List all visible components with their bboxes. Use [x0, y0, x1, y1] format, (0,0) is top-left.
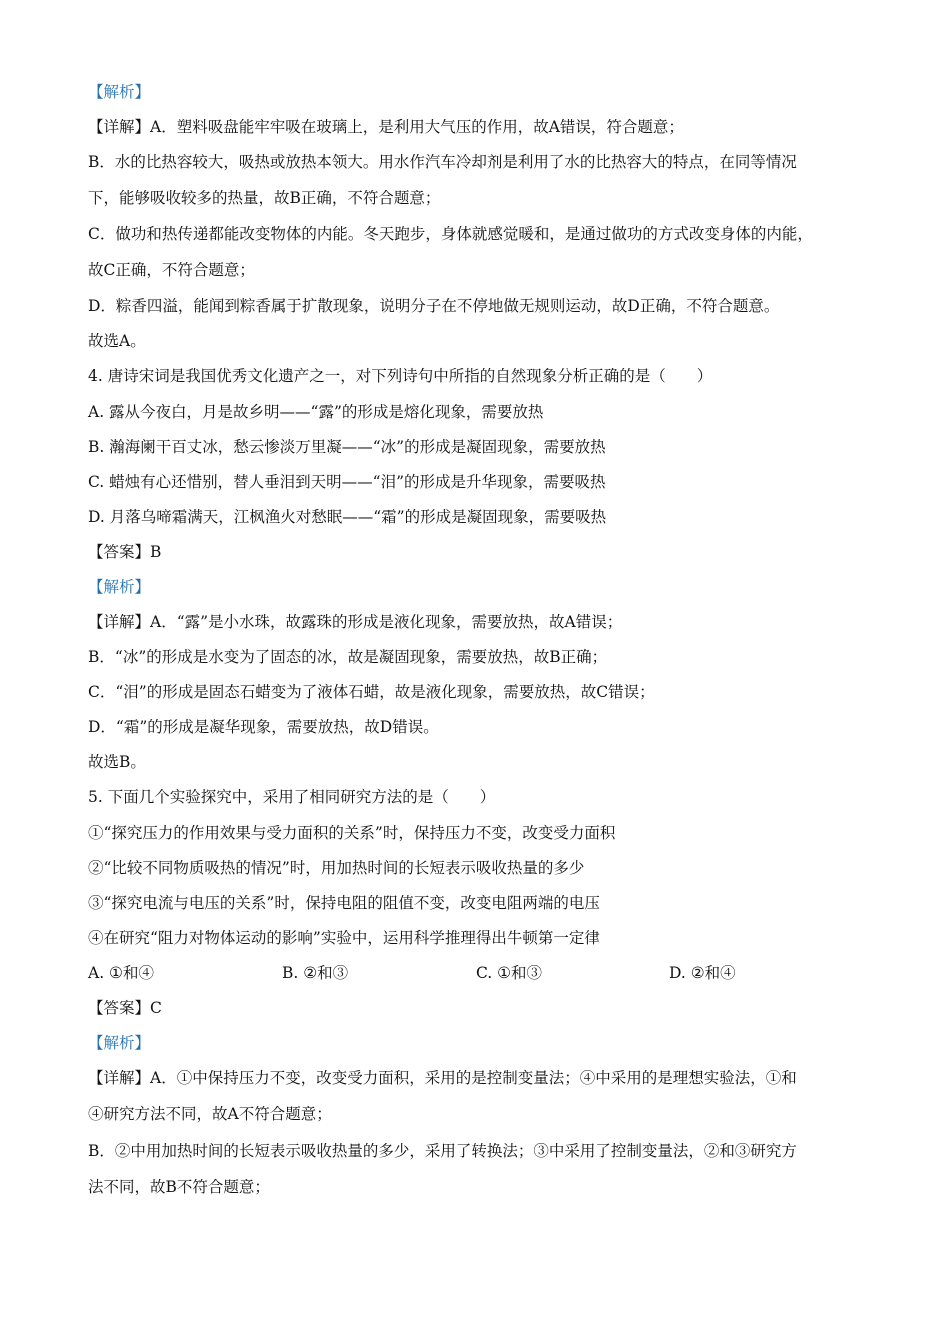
option-line: C. 蜡烛有心还惜别，替人垂泪到天明——“泪”的形成是升华现象，需要吸热 — [88, 473, 606, 491]
text-line: D．粽香四溢，能闻到粽香属于扩散现象，说明分子在不停地做无规则运动，故D正确，不符合题意。 — [88, 297, 780, 315]
question-5: 5. 下面几个实验探究中，采用了相同研究方法的是（ ） — [88, 788, 496, 806]
text-line: 【详解】A．①中保持压力不变，改变受力面积，采用的是控制变量法；④中采用的是理想实验法，①和 — [88, 1069, 797, 1087]
analysis-tag: 【解析】 — [88, 578, 151, 596]
text-line: 故选B。 — [88, 753, 146, 771]
text-line: 下，能够吸收较多的热量，故B正确，不符合题意； — [88, 189, 441, 207]
analysis-tag: 【解析】 — [88, 83, 151, 101]
text-line: C．“泪”的形成是固态石蜡变为了液体石蜡，故是液化现象，需要放热，故C错误； — [88, 683, 655, 701]
answer-line: 【答案】C — [88, 999, 162, 1017]
option-d: D. ②和④ — [669, 964, 736, 982]
option-line: A. 露从今夜白，月是故乡明——“露”的形成是熔化现象，需要放热 — [88, 403, 544, 421]
option-b: B. ②和③ — [282, 964, 349, 982]
text-line: 故选A。 — [88, 332, 146, 350]
text-line: ①“探究压力的作用效果与受力面积的关系”时，保持压力不变，改变受力面积 — [88, 824, 616, 842]
text-line: B．水的比热容较大，吸热或放热本领大。用水作汽车冷却剂是利用了水的比热容大的特点，在同等情况 — [88, 153, 797, 171]
option-c: C. ①和③ — [476, 964, 543, 982]
text-line: 故C正确，不符合题意； — [88, 261, 255, 279]
question-4: 4. 唐诗宋词是我国优秀文化遗产之一，对下列诗句中所指的自然现象分析正确的是（ ） — [88, 367, 713, 385]
answer-line: 【答案】B — [88, 543, 162, 561]
text-line: C．做功和热传递都能改变物体的内能。冬天跑步，身体就感觉暖和，是通过做功的方式改变身体的内能， — [88, 225, 813, 243]
text-line: 【详解】A．塑料吸盘能牢牢吸在玻璃上，是利用大气压的作用，故A错误，符合题意； — [88, 118, 684, 136]
text-line: B．②中用加热时间的长短表示吸收热量的多少，采用了转换法；③中采用了控制变量法，②和③研究方 — [88, 1142, 797, 1160]
text-line: ②“比较不同物质吸热的情况”时，用加热时间的长短表示吸收热量的多少 — [88, 859, 585, 877]
text-line: 法不同，故B不符合题意； — [88, 1178, 270, 1196]
options-row — [88, 963, 890, 983]
option-line: B. 瀚海阑干百丈冰，愁云惨淡万里凝——“冰”的形成是凝固现象，需要放热 — [88, 438, 606, 456]
text-line: D．“霜”的形成是凝华现象，需要放热，故D错误。 — [88, 718, 439, 736]
text-line: ③“探究电流与电压的关系”时，保持电阻的阻值不变，改变电阻两端的电压 — [88, 894, 600, 912]
text-line: ④研究方法不同，故A不符合题意； — [88, 1105, 332, 1123]
analysis-tag: 【解析】 — [88, 1034, 151, 1052]
option-a: A. ①和④ — [88, 964, 154, 982]
option-line: D. 月落乌啼霜满天，江枫渔火对愁眠——“霜”的形成是凝固现象，需要吸热 — [88, 508, 607, 526]
text-line: B．“冰”的形成是水变为了固态的冰，故是凝固现象，需要放热，故B正确； — [88, 648, 608, 666]
text-line: ④在研究“阻力对物体运动的影响”实验中，运用科学推理得出牛顿第一定律 — [88, 929, 600, 947]
text-line: 【详解】A．“露”是小水珠，故露珠的形成是液化现象，需要放热，故A错误； — [88, 613, 623, 631]
